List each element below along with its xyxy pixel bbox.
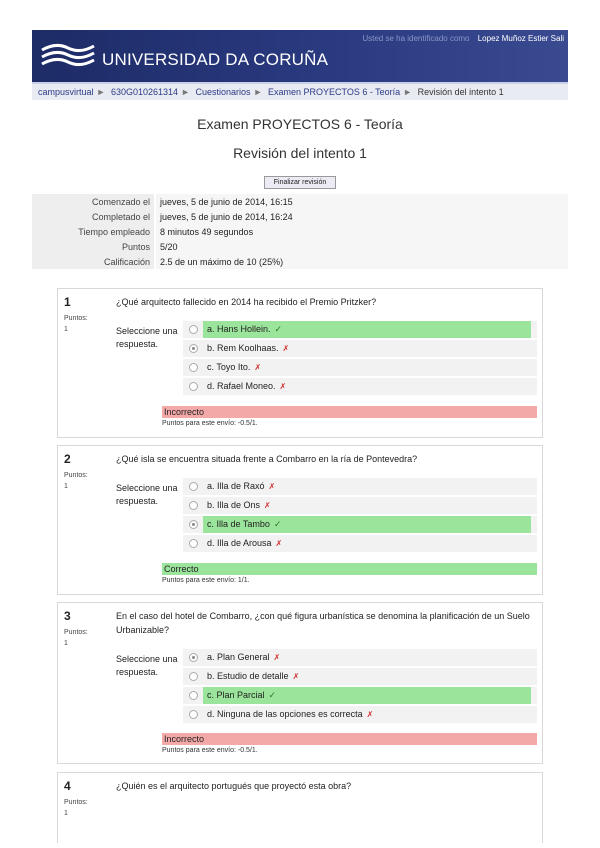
radio-button[interactable] bbox=[189, 482, 198, 491]
question-4 bbox=[57, 772, 543, 843]
correct-check-icon: ✓ bbox=[274, 324, 283, 334]
summary-label: Tiempo empleado bbox=[32, 224, 155, 239]
page-subtitle: Revisión del intento 1 bbox=[233, 145, 367, 161]
incorrect-cross-icon: ✗ bbox=[264, 501, 271, 510]
answer-option[interactable]: d. Rafael Moneo. ✗ bbox=[183, 378, 537, 395]
question-points: Puntos: 1 bbox=[64, 629, 88, 647]
answer-option[interactable]: d. Illa de Arousa ✗ bbox=[183, 535, 537, 552]
incorrect-cross-icon: ✗ bbox=[366, 710, 374, 719]
summary-label: Calificación bbox=[32, 254, 155, 269]
radio-button[interactable] bbox=[189, 501, 198, 510]
incorrect-cross-icon: ✗ bbox=[292, 672, 300, 681]
radio-button-selected[interactable] bbox=[189, 344, 198, 353]
breadcrumb-separator-icon: ► bbox=[253, 87, 263, 97]
radio-button[interactable] bbox=[189, 539, 198, 548]
answer-option[interactable]: a. Hans Hollein. ✓ bbox=[183, 321, 537, 338]
summary-label: Comenzado el bbox=[32, 194, 155, 209]
question-1 bbox=[57, 288, 543, 438]
login-info bbox=[362, 34, 564, 43]
breadcrumb-separator-icon: ► bbox=[403, 87, 413, 97]
question-points: Puntos: 1 bbox=[64, 472, 88, 490]
question-3 bbox=[57, 602, 543, 764]
question-text: ¿Quién es el arquitecto portugués que proyectó esta obra? bbox=[116, 781, 352, 791]
user-name-link[interactable]: Lopez Muñoz Estier Sali bbox=[477, 34, 564, 43]
summary-row bbox=[32, 239, 568, 254]
radio-button[interactable] bbox=[189, 672, 198, 681]
radio-button[interactable] bbox=[189, 363, 198, 372]
summary-value: jueves, 5 de junio de 2014, 16:24 bbox=[155, 209, 568, 224]
breadcrumb-separator-icon: ► bbox=[181, 87, 190, 97]
feedback-incorrect: Incorrecto bbox=[162, 406, 537, 418]
page-title: Examen PROYECTOS 6 - Teoría bbox=[197, 116, 403, 132]
radio-button-selected[interactable] bbox=[189, 653, 198, 662]
question-number: 3 bbox=[64, 609, 71, 623]
summary-row bbox=[32, 224, 568, 239]
summary-value: 8 minutos 49 segundos bbox=[155, 224, 568, 239]
summary-value: 2.5 de un máximo de 10 (25%) bbox=[155, 254, 568, 269]
university-name: UNIVERSIDAD DA CORUÑA bbox=[102, 50, 329, 69]
breadcrumb-current: Revisión del intento 1 bbox=[417, 87, 504, 97]
select-prompt: Seleccione una respuesta. bbox=[116, 654, 178, 677]
feedback-incorrect: Incorrecto bbox=[162, 733, 537, 745]
answer-option[interactable]: b. Rem Koolhaas. ✗ bbox=[183, 340, 537, 357]
radio-button[interactable] bbox=[189, 382, 198, 391]
breadcrumb-exam[interactable]: Examen PROYECTOS 6 - Teoría bbox=[267, 87, 401, 97]
answer-option[interactable]: c. Illa de Tambo ✓ bbox=[183, 516, 537, 533]
summary-row bbox=[32, 209, 568, 224]
breadcrumb-quizzes[interactable]: Cuestionarios bbox=[195, 87, 251, 97]
points-note: Puntos para este envío: -0.5/1. bbox=[162, 747, 258, 754]
summary-label: Puntos bbox=[32, 239, 155, 254]
answer-option[interactable]: a. Illa de Raxó ✗ bbox=[183, 478, 537, 495]
breadcrumb bbox=[32, 84, 568, 100]
university-banner bbox=[32, 30, 568, 84]
summary-row bbox=[32, 254, 568, 269]
radio-button[interactable] bbox=[189, 325, 198, 334]
incorrect-cross-icon: ✗ bbox=[275, 539, 283, 548]
breadcrumb-course[interactable]: 630G010261314 bbox=[110, 87, 179, 97]
question-number: 2 bbox=[64, 452, 71, 466]
points-note: Puntos para este envío: -0.5/1. bbox=[162, 420, 258, 427]
radio-button[interactable] bbox=[189, 710, 198, 719]
question-text: ¿Qué isla se encuentra situada frente a Combarro en la ría de Pontevedra? bbox=[116, 454, 418, 464]
summary-value: 5/20 bbox=[155, 239, 568, 254]
summary-value: jueves, 5 de junio de 2014, 16:15 bbox=[155, 194, 568, 209]
feedback-correct: Correcto bbox=[162, 563, 537, 575]
finish-review-button[interactable]: Finalizar revisión bbox=[264, 176, 336, 189]
radio-button[interactable] bbox=[189, 691, 198, 700]
breadcrumb-separator-icon: ► bbox=[96, 87, 106, 97]
question-points: Puntos: 1 bbox=[64, 315, 88, 333]
incorrect-cross-icon: ✗ bbox=[279, 382, 287, 391]
answer-option[interactable]: b. Estudio de detalle ✗ bbox=[183, 668, 537, 685]
incorrect-cross-icon: ✗ bbox=[254, 363, 262, 372]
question-text: En el caso del hotel de Combarro, ¿con qué figura urbanística se denomina la planificación de un Suelo Urbanizable? bbox=[116, 611, 530, 635]
select-prompt: Seleccione una respuesta. bbox=[116, 326, 178, 349]
question-points: Puntos: 1 bbox=[64, 799, 88, 817]
question-number: 1 bbox=[64, 295, 71, 309]
question-number: 4 bbox=[64, 779, 71, 793]
incorrect-cross-icon: ✗ bbox=[268, 482, 276, 491]
answer-option[interactable]: c. Toyo Ito. ✗ bbox=[183, 359, 537, 376]
correct-check-icon: ✓ bbox=[268, 690, 277, 700]
select-prompt: Seleccione una respuesta. bbox=[116, 483, 178, 506]
correct-check-icon: ✓ bbox=[273, 519, 282, 529]
answer-option[interactable]: b. Illa de Ons ✗ bbox=[183, 497, 537, 514]
breadcrumb-campusvirtual[interactable]: campusvirtual bbox=[38, 87, 94, 97]
points-note: Puntos para este envío: 1/1. bbox=[162, 577, 250, 584]
question-2 bbox=[57, 445, 543, 595]
summary-row bbox=[32, 194, 568, 209]
university-wave-logo-icon bbox=[38, 40, 98, 72]
question-text: ¿Qué arquitecto fallecido en 2014 ha recibido el Premio Pritzker? bbox=[116, 297, 377, 307]
incorrect-cross-icon: ✗ bbox=[273, 653, 281, 662]
radio-button-selected[interactable] bbox=[189, 520, 198, 529]
answer-option[interactable]: c. Plan Parcial ✓ bbox=[183, 687, 537, 704]
attempt-summary-table bbox=[32, 194, 568, 269]
answer-option[interactable]: d. Ninguna de las opciones es correcta ✗ bbox=[183, 706, 537, 723]
login-prefix: Usted se ha identificado como bbox=[362, 34, 470, 43]
answer-option[interactable]: a. Plan General ✗ bbox=[183, 649, 537, 666]
incorrect-cross-icon: ✗ bbox=[282, 344, 290, 353]
summary-label: Completado el bbox=[32, 209, 155, 224]
